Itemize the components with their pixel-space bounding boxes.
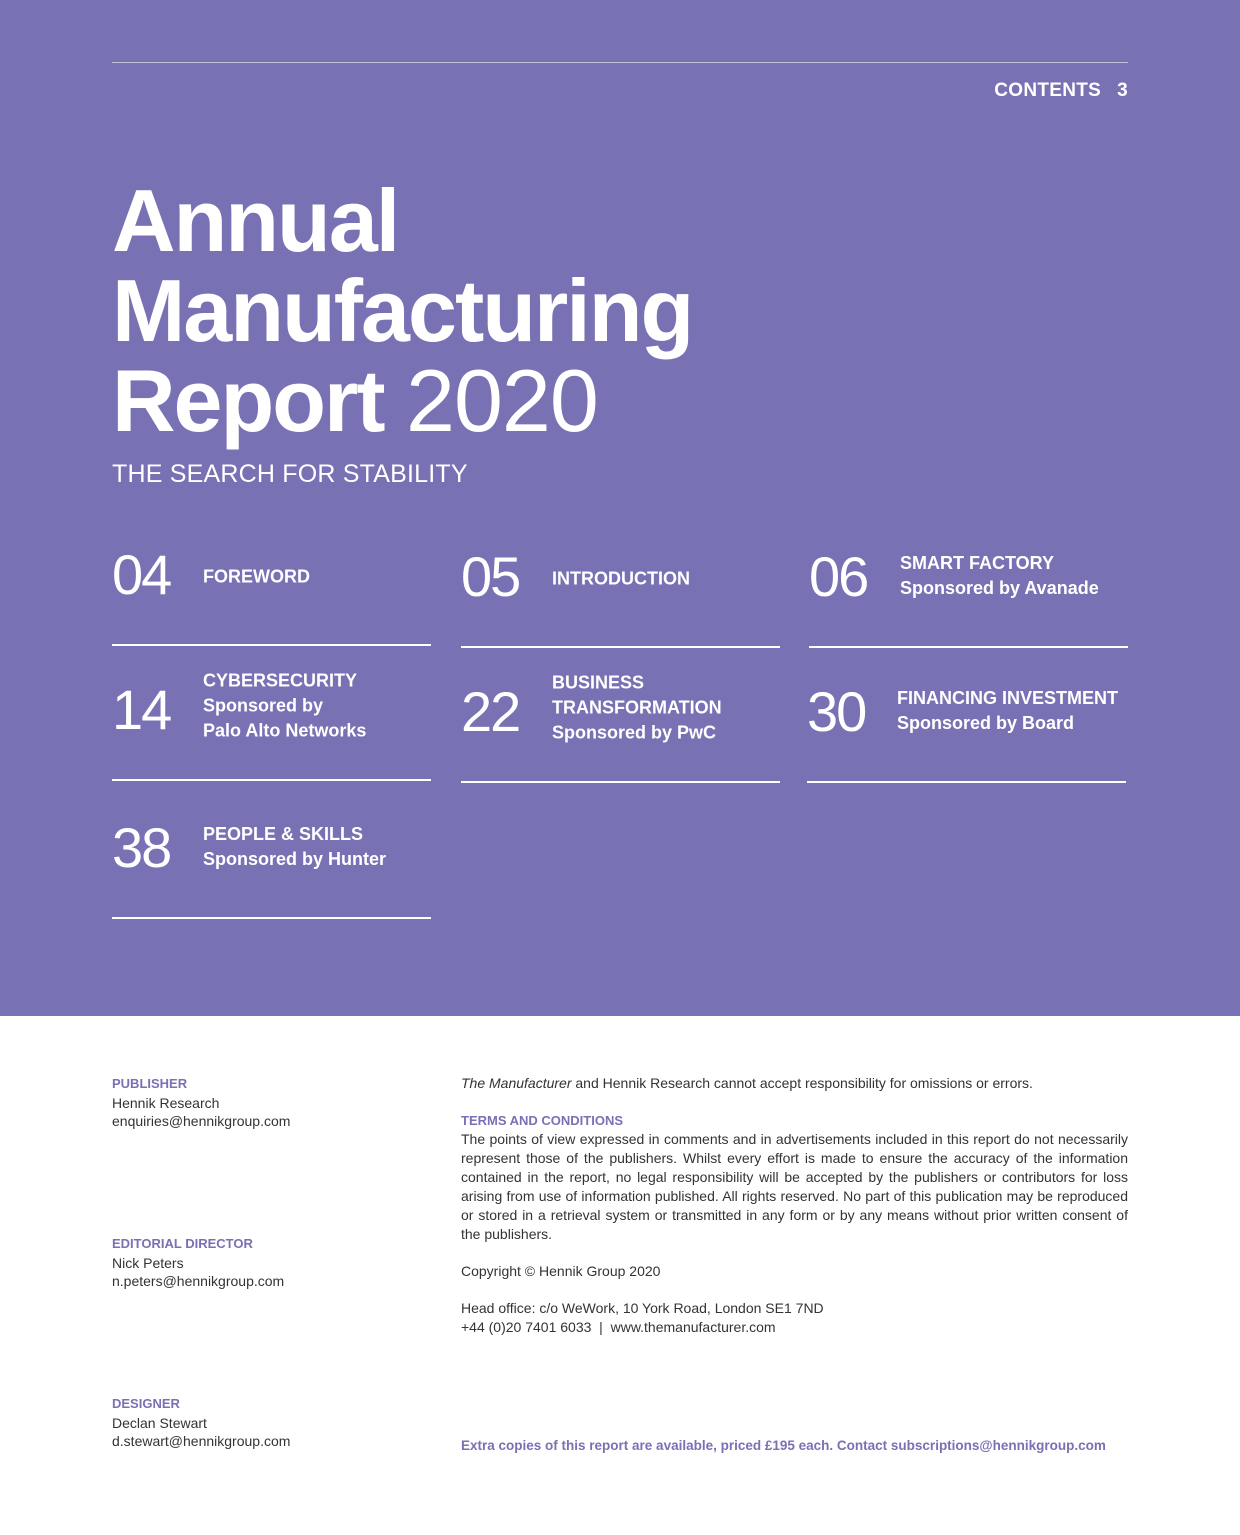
header-rule xyxy=(112,62,1128,63)
toc-entry-people-skills[interactable] xyxy=(112,789,431,919)
title-line-2: Manufacturing xyxy=(112,261,693,360)
credit-email[interactable]: n.peters@hennikgroup.com xyxy=(112,1273,285,1289)
toc-page-number: 05 xyxy=(461,545,520,609)
toc-title: SMART FACTORY xyxy=(900,553,1055,573)
toc-entry-financing-investment[interactable] xyxy=(807,653,1126,783)
separator: | xyxy=(599,1319,603,1335)
toc-page-number: 38 xyxy=(112,816,171,880)
toc-title: PEOPLE & SKILLS xyxy=(203,824,364,844)
toc-sponsor: Sponsored by Avanade xyxy=(900,578,1099,598)
toc-text xyxy=(900,551,1099,601)
report-subtitle: THE SEARCH FOR STABILITY xyxy=(112,460,468,488)
credit-role: PUBLISHER xyxy=(112,1076,188,1091)
extra-copies-note: Extra copies of this report are available, priced £195 each. Contact subscriptions@hennikgroup.com xyxy=(461,1438,1106,1453)
credit-email[interactable]: enquiries@hennikgroup.com xyxy=(112,1113,291,1129)
toc-text xyxy=(552,567,690,592)
credit-name: Nick Peters xyxy=(112,1254,184,1271)
credit-name: Declan Stewart xyxy=(112,1414,207,1431)
copyright: Copyright © Hennik Group 2020 xyxy=(461,1263,661,1279)
head-office: Head office: c/o WeWork, 10 York Road, London SE1 7ND xyxy=(461,1300,824,1316)
toc-sponsor-line: Sponsored by xyxy=(203,695,324,716)
credit-publisher xyxy=(112,1075,290,1131)
credit-editorial-director xyxy=(112,1235,284,1291)
toc-text xyxy=(552,671,722,746)
toc-text xyxy=(897,686,1118,736)
credit-role: DESIGNER xyxy=(112,1396,180,1411)
toc-page-number: 04 xyxy=(112,543,171,607)
toc-sponsor: Sponsored by Hunter xyxy=(203,849,387,869)
toc-page-number: 14 xyxy=(112,678,171,742)
credit-name: Hennik Research xyxy=(112,1094,220,1111)
disclaimer xyxy=(461,1074,1128,1093)
toc-page-number: 30 xyxy=(807,680,866,744)
toc-title: BUSINESS xyxy=(552,672,645,693)
toc-title-continued: TRANSFORMATION xyxy=(552,697,722,718)
terms-body: The points of view expressed in comments and in advertisements included in this report do not necessarily represent those of the publishers. Whilst every effort is made to ensure the accuracy of the information contained in the report, no legal responsibility will be accepted by the publishers or contributors for loss arising from use of information published. All rights reserved. No part of this publication may be reproduced or stored in a retrieval system or transmitted in any form or by any means without prior written consent of the publishers. xyxy=(461,1131,1128,1242)
disclaimer-text: and Hennik Research cannot accept responsibility for omissions or errors. xyxy=(571,1075,1033,1091)
running-header xyxy=(994,80,1128,102)
toc-page-number: 06 xyxy=(809,545,868,609)
credit-role: EDITORIAL DIRECTOR xyxy=(112,1236,253,1251)
page-number: 3 xyxy=(1117,80,1128,101)
title-line-1: Annual xyxy=(112,171,399,270)
credit-designer xyxy=(112,1395,290,1451)
report-title xyxy=(112,171,693,450)
phone: +44 (0)20 7401 6033 xyxy=(461,1319,592,1335)
toc-sponsor: Sponsored by Board xyxy=(897,713,1075,733)
toc-title: CYBERSECURITY xyxy=(203,670,358,691)
toc-sponsor-name: Palo Alto Networks xyxy=(203,720,367,741)
imprint-section xyxy=(0,1016,1240,1535)
toc-title: FINANCING INVESTMENT xyxy=(897,688,1119,708)
section-label: CONTENTS xyxy=(994,80,1102,101)
toc-title: FOREWORD xyxy=(203,566,310,587)
toc-entry-smart-factory[interactable] xyxy=(809,518,1128,648)
toc-title: INTRODUCTION xyxy=(552,568,690,589)
toc-text xyxy=(203,669,366,744)
toc-text xyxy=(203,822,386,872)
title-year: 2020 xyxy=(406,351,598,450)
publication-name: The Manufacturer xyxy=(461,1075,572,1091)
title-report-word: Report xyxy=(112,351,384,450)
terms-heading: TERMS AND CONDITIONS xyxy=(461,1113,624,1128)
toc-page-number: 22 xyxy=(461,680,520,744)
credit-email[interactable]: d.stewart@hennikgroup.com xyxy=(112,1433,291,1449)
website-link[interactable]: www.themanufacturer.com xyxy=(610,1319,776,1335)
toc-entry-foreword[interactable] xyxy=(112,516,431,646)
toc-entry-cybersecurity[interactable] xyxy=(112,651,431,781)
contact-line xyxy=(461,1318,1128,1337)
toc-entry-introduction[interactable] xyxy=(461,518,780,648)
toc-sponsor: Sponsored by PwC xyxy=(552,722,717,743)
toc-entry-business-transformation[interactable] xyxy=(461,653,780,783)
title-line-3 xyxy=(112,351,692,450)
legal-notice xyxy=(461,1074,1128,1337)
toc-text xyxy=(203,565,310,590)
